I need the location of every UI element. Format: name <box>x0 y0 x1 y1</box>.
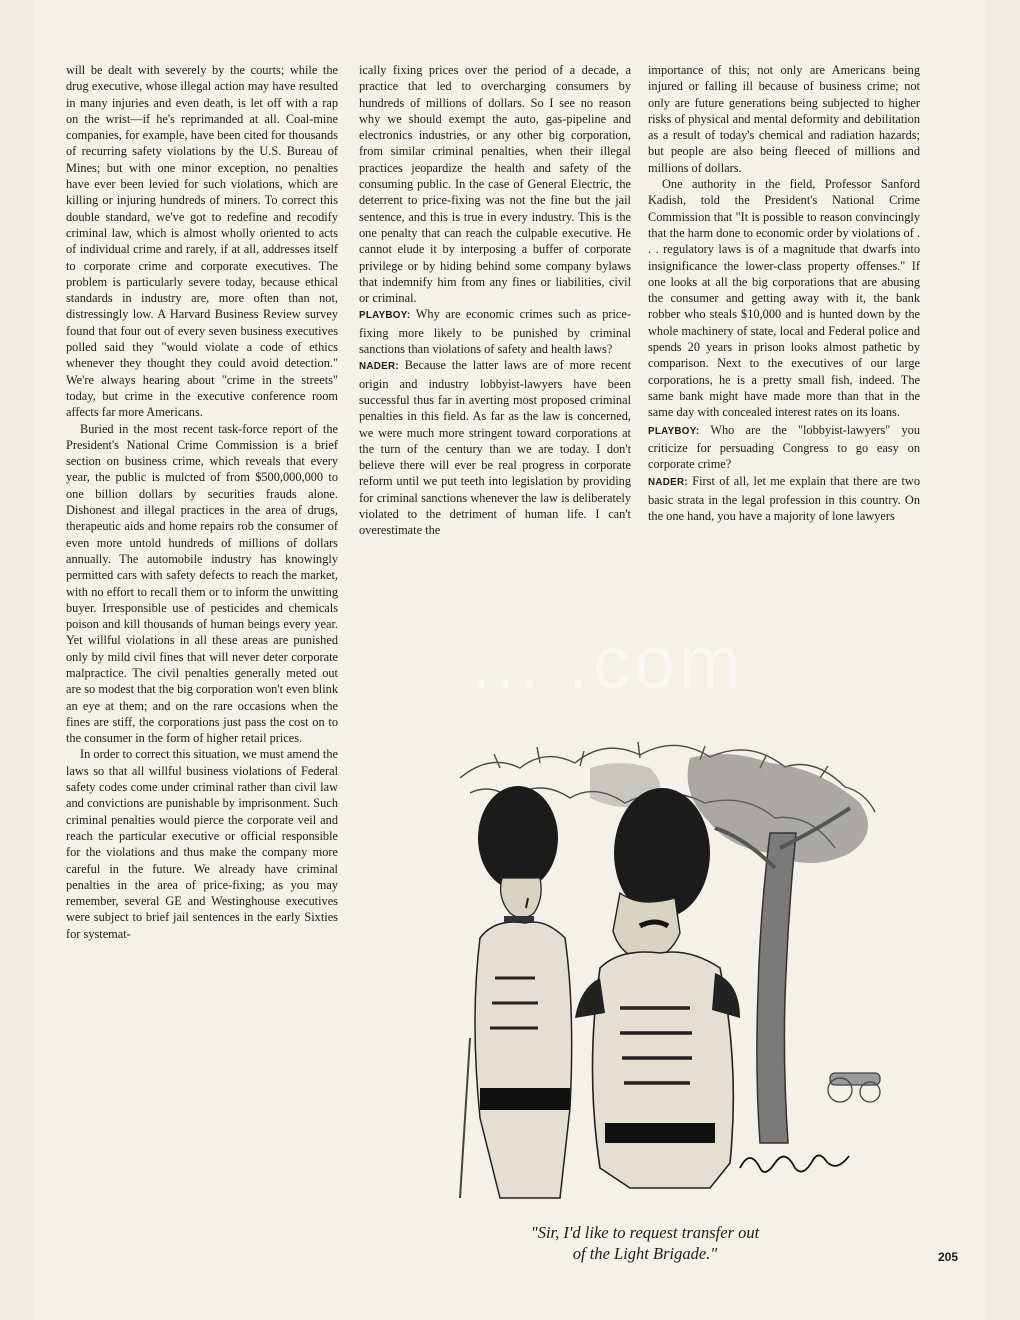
soldier-left <box>460 786 572 1198</box>
speaker-label: PLAYBOY: <box>648 425 700 437</box>
artist-signature <box>740 1155 849 1172</box>
speaker-label: PLAYBOY: <box>359 310 411 322</box>
cartoon-illustration <box>440 738 900 1208</box>
question-paragraph <box>359 306 631 357</box>
question-text: Who are the "lobbyist-lawyers" you criticize for persuading Congress to go easy on corporate crime? <box>648 422 920 472</box>
paragraph: In order to correct this situation, we must amend the laws so that all willful business violations of Federal safety codes come under criminal rather than civil law and convictions are punishable by imprisonment. Such criminal penalties would pierce the corporate veil and reach the particular executive or official responsible for the violations and thus make the company more careful in the future. We already have criminal penalties in the area of price-fixing; as you may remember, several GE and Westinghouse executives were subject to brief jail sentences in the early Sixties for systemat- <box>66 747 338 941</box>
paragraph: importance of this; not only are Americans being injured or falling ill because of business crime; not only are future generations being subjected to higher risks of physical and mental deformity and debilitation as a result of today's chemical and radiation hazards; but people are also being fleeced of millions and millions of dollars. <box>648 63 920 175</box>
answer-text: Because the latter laws are of more recent origin and industry lobbyist-lawyers have been successful thus far in averting most proposed criminal penalties in this field. As far as the law is concerned, we were much more stringent toward corporations at the turn of the century than we are today. I don't believe there will ever be real progress in corporate reform until we put teeth into legislation by providing for criminal sanctions whenever the law is deliberately violated to the detriment of human life. I can't overestimate the <box>359 358 631 538</box>
speaker-label: NADER: <box>648 477 688 489</box>
answer-paragraph <box>359 357 631 538</box>
question-paragraph <box>648 422 920 473</box>
question-text: Why are economic crimes such as price-fixing more likely to be punished by criminal sanctions than violations of safety and health laws? <box>359 307 631 357</box>
answer-text: First of all, let me explain that there are two basic strata in the legal profession in this country. On the one hand, you have a majority of lone lawyers <box>648 474 920 524</box>
answer-paragraph <box>648 473 920 524</box>
page-number: 205 <box>938 1250 959 1264</box>
text-column-3 <box>648 62 920 524</box>
paragraph: will be dealt with severely by the courts; while the drug executive, whose illegal action may have resulted in many injuries and even death, is let off with a rap on the wrist—if he's reprimanded at all. Coal-mine companies, for example, have been cited for thousands of recurring safety violations by the U.S. Bureau of Mines; but with one minor exception, no penalties have ever been levied for such violations, which are killing or injuring hundreds of miners. To correct this double standard, we've got to redefine and recodify criminal law, which is almost wholly oriented to acts of individual crime and rarely, if at all, addresses itself to corporate crime and corporate executives. The problem is particularly severe today, because ethical standards in industry are, more often than not, distressingly low. A Harvard Business Review survey found that four out of every seven business executives polled said they "would violate a code of ethics whenever they thought they could avoid detection." We're always hearing about "crime in the streets" today, but crime in the executive conference room affects far more Americans. <box>66 63 338 420</box>
text-column-2 <box>359 62 631 539</box>
soldier-right <box>575 788 740 1188</box>
caption-line: of the Light Brigade." <box>572 1244 718 1263</box>
paragraph: ically fixing prices over the period of a decade, a practice that led to overcharging consumers by hundreds of millions of dollars. So I see no reason why we should exempt the auto, gas-pipeline and electronics industries, or any other big corporation, from similar criminal penalties, when their illegal practices jeopardize the health and safety of the consuming public. In the case of General Electric, the deterrent to price-fixing was not the fine but the jail sentence, and this is true in every industry. This is the one penalty that can reach the culpable executive. He cannot elude it by interposing a buffer of corporate privilege or by hiding behind some company bylaws that indemnify him from any fines or liabilities, civil or criminal. <box>359 63 631 306</box>
speaker-label: NADER: <box>359 361 399 373</box>
text-column-1 <box>66 62 338 942</box>
caption-line: "Sir, I'd like to request transfer out <box>530 1223 760 1242</box>
watermark: ... .com <box>470 621 745 704</box>
paragraph: One authority in the field, Professor Sanford Kadish, told the President's National Crime Commission that "It is possible to reason convincingly that the harm done to economic order by violations of . . . regulatory laws is of a magnitude that dwarfs into insignificance the lower-class property offenses." If one looks at all the big corporations that are abusing the consumer and getting away with it, the bank robber who steals $10,000 and is hunted down by the whole machinery of state, local and Federal police and spends 20 years in prison looks almost pathetic by comparison. Next to the executives of our large corporations, he is a pretty small fish, indeed. The same bank might have made more than that in the same day with concealed interest rates on its loans. <box>648 177 920 420</box>
cartoon-caption <box>470 1222 820 1264</box>
tree-trunk <box>757 833 796 1143</box>
cannon-icon <box>828 1073 880 1102</box>
paragraph: Buried in the most recent task-force report of the President's National Crime Commission is a brief section on business crime, which reveals that every year, the public is mulcted of from $500,000,000 to one billion dollars by securities frauds alone. Dishonest and illegal practices in the area of drugs, therapeutic aids and home repairs rob the consumer of even more untold hundreds of millions of dollars annually. The automobile industry has knowingly permitted cars with safety defects to reach the market, with no effort to recall them or to inform the unwitting buyer. Irresponsible use of pesticides and chemicals poison and kill thousands of human beings every year. Yet willful violations in all these areas are punished only by mild civil fines that will never deter corporate malpractice. The civil penalties generally meted out are so modest that the big corporation won't even blink an eye at them; and on the rare occasions when the fines are stiff, the corporations just pass the cost on to the consumer in the form of higher retail prices. <box>66 421 338 746</box>
